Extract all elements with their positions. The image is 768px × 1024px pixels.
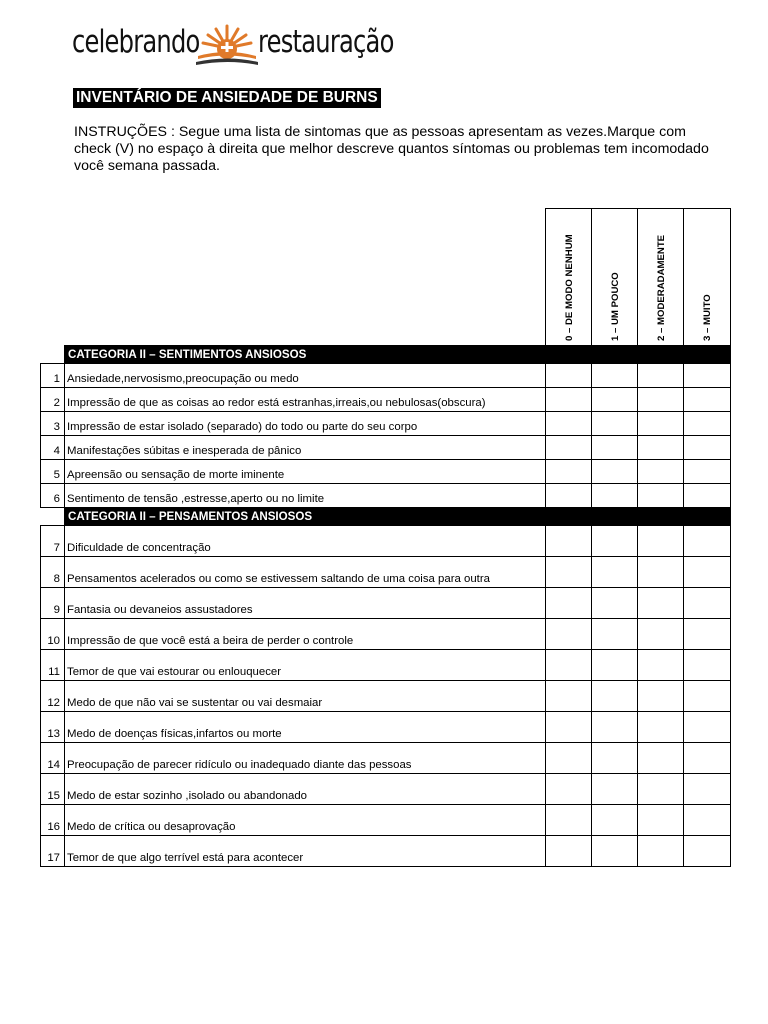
- document-title: INVENTÁRIO DE ANSIEDADE DE BURNS: [73, 88, 381, 108]
- table-row: [41, 388, 731, 412]
- symptom-text: Medo de estar sozinho ,isolado ou abandonado: [65, 774, 546, 805]
- column-header-2: 2 – MODERADAMENTE: [638, 209, 684, 346]
- symptom-text: Ansiedade,nervosismo,preocupação ou medo: [65, 364, 546, 388]
- rating-cell-1[interactable]: [592, 774, 638, 805]
- table-row: [41, 557, 731, 588]
- symptom-text: Temor de que vai estourar ou enlouquecer: [65, 650, 546, 681]
- rating-cell-1[interactable]: [592, 460, 638, 484]
- table-row: [41, 681, 731, 712]
- rating-cell-2[interactable]: [638, 681, 684, 712]
- table-row: [41, 774, 731, 805]
- rating-cell-3[interactable]: [684, 712, 731, 743]
- rating-cell-3[interactable]: [684, 743, 731, 774]
- table-row: [41, 460, 731, 484]
- rating-cell-1[interactable]: [592, 681, 638, 712]
- item-number: 8: [41, 557, 65, 588]
- rating-cell-1[interactable]: [592, 836, 638, 867]
- rating-cell-0[interactable]: [546, 388, 592, 412]
- rating-cell-2[interactable]: [638, 412, 684, 436]
- symptom-text: Apreensão ou sensação de morte iminente: [65, 460, 546, 484]
- item-number: 14: [41, 743, 65, 774]
- item-number: 6: [41, 484, 65, 508]
- item-number: 11: [41, 650, 65, 681]
- rating-cell-0[interactable]: [546, 436, 592, 460]
- rating-cell-3[interactable]: [684, 650, 731, 681]
- rating-cell-3[interactable]: [684, 412, 731, 436]
- rating-cell-1[interactable]: [592, 388, 638, 412]
- symptom-text: Medo de crítica ou desaprovação: [65, 805, 546, 836]
- rating-cell-0[interactable]: [546, 805, 592, 836]
- table-row: [41, 526, 731, 557]
- symptom-text: Preocupação de parecer ridículo ou inadequado diante das pessoas: [65, 743, 546, 774]
- category-label: CATEGORIA II – SENTIMENTOS ANSIOSOS: [65, 346, 731, 364]
- symptom-text: Sentimento de tensão ,estresse,aperto ou no limite: [65, 484, 546, 508]
- item-number: 7: [41, 526, 65, 557]
- rating-cell-1[interactable]: [592, 805, 638, 836]
- rating-cell-1[interactable]: [592, 412, 638, 436]
- rating-cell-0[interactable]: [546, 412, 592, 436]
- rating-cell-1[interactable]: [592, 588, 638, 619]
- symptom-text: Fantasia ou devaneios assustadores: [65, 588, 546, 619]
- rating-cell-1[interactable]: [592, 557, 638, 588]
- table-row: [41, 650, 731, 681]
- rating-cell-3[interactable]: [684, 557, 731, 588]
- table-row: [41, 743, 731, 774]
- item-number: 2: [41, 388, 65, 412]
- rating-cell-0[interactable]: [546, 364, 592, 388]
- rating-cell-1[interactable]: [592, 619, 638, 650]
- rating-cell-1[interactable]: [592, 364, 638, 388]
- item-number: 15: [41, 774, 65, 805]
- rating-cell-0[interactable]: [546, 712, 592, 743]
- item-number: 5: [41, 460, 65, 484]
- symptom-text: Dificuldade de concentração: [65, 526, 546, 557]
- table-row: [41, 412, 731, 436]
- item-number: 3: [41, 412, 65, 436]
- symptom-text: Impressão de que você está a beira de perder o controle: [65, 619, 546, 650]
- rating-cell-3[interactable]: [684, 436, 731, 460]
- logo: [72, 18, 402, 70]
- rating-cell-2[interactable]: [638, 557, 684, 588]
- rating-cell-2[interactable]: [638, 743, 684, 774]
- symptom-text: Manifestações súbitas e inesperada de pânico: [65, 436, 546, 460]
- table-row: [41, 484, 731, 508]
- table-row: [41, 588, 731, 619]
- rating-cell-2[interactable]: [638, 388, 684, 412]
- rating-cell-3[interactable]: [684, 484, 731, 508]
- rating-cell-0[interactable]: [546, 557, 592, 588]
- item-number: 16: [41, 805, 65, 836]
- rating-cell-2[interactable]: [638, 712, 684, 743]
- rating-cell-3[interactable]: [684, 364, 731, 388]
- item-number: 1: [41, 364, 65, 388]
- column-header-3: 3 – MUITO: [684, 209, 731, 346]
- rating-cell-3[interactable]: [684, 588, 731, 619]
- rating-cell-0[interactable]: [546, 588, 592, 619]
- item-number: 4: [41, 436, 65, 460]
- rating-cell-1[interactable]: [592, 484, 638, 508]
- sunrise-logo-icon: [192, 22, 262, 68]
- item-number: 13: [41, 712, 65, 743]
- rating-cell-2[interactable]: [638, 460, 684, 484]
- instructions-text: INSTRUÇÕES : Segue uma lista de sintomas que as pessoas apresentam as vezes.Marque com check (V) no espaço à direita que melhor descreve quantos síntomas ou problemas tem incomodado você semana passada.: [74, 124, 709, 174]
- symptom-text: Temor de que algo terrível está para acontecer: [65, 836, 546, 867]
- rating-cell-2[interactable]: [638, 805, 684, 836]
- rating-cell-0[interactable]: [546, 619, 592, 650]
- table-row: [41, 619, 731, 650]
- rating-cell-3[interactable]: [684, 805, 731, 836]
- symptom-text: Pensamentos acelerados ou como se estivessem saltando de uma coisa para outra: [65, 557, 546, 588]
- rating-cell-0[interactable]: [546, 484, 592, 508]
- rating-cell-2[interactable]: [638, 588, 684, 619]
- column-header-row: [41, 209, 731, 346]
- logo-word-right: restauração: [258, 24, 394, 60]
- table-row: [41, 364, 731, 388]
- rating-cell-0[interactable]: [546, 774, 592, 805]
- rating-cell-1[interactable]: [592, 712, 638, 743]
- column-header-1: 1 – UM POUCO: [592, 209, 638, 346]
- rating-cell-0[interactable]: [546, 836, 592, 867]
- item-number: 10: [41, 619, 65, 650]
- rating-cell-1[interactable]: [592, 436, 638, 460]
- table-row: [41, 836, 731, 867]
- item-number: 17: [41, 836, 65, 867]
- rating-cell-1[interactable]: [592, 743, 638, 774]
- table-row: [41, 712, 731, 743]
- logo-word-left: celebrando: [72, 24, 200, 60]
- rating-cell-0[interactable]: [546, 650, 592, 681]
- rating-cell-0[interactable]: [546, 681, 592, 712]
- rating-cell-3[interactable]: [684, 388, 731, 412]
- symptom-text: Impressão de que as coisas ao redor está estranhas,irreais,ou nebulosas(obscura): [65, 388, 546, 412]
- rating-cell-2[interactable]: [638, 774, 684, 805]
- symptom-text: Medo de que não vai se sustentar ou vai desmaiar: [65, 681, 546, 712]
- rating-cell-3[interactable]: [684, 526, 731, 557]
- rating-cell-2[interactable]: [638, 436, 684, 460]
- table-row: [41, 805, 731, 836]
- rating-cell-2[interactable]: [638, 650, 684, 681]
- category-label: CATEGORIA II – PENSAMENTOS ANSIOSOS: [65, 508, 731, 526]
- rating-cell-3[interactable]: [684, 774, 731, 805]
- rating-cell-0[interactable]: [546, 743, 592, 774]
- rating-cell-1[interactable]: [592, 650, 638, 681]
- rating-cell-2[interactable]: [638, 364, 684, 388]
- category-header-row: [41, 346, 731, 364]
- rating-cell-3[interactable]: [684, 836, 731, 867]
- rating-cell-3[interactable]: [684, 460, 731, 484]
- symptom-text: Impressão de estar isolado (separado) do todo ou parte do seu corpo: [65, 412, 546, 436]
- item-number: 12: [41, 681, 65, 712]
- rating-cell-2[interactable]: [638, 836, 684, 867]
- rating-cell-3[interactable]: [684, 681, 731, 712]
- rating-cell-2[interactable]: [638, 526, 684, 557]
- rating-cell-2[interactable]: [638, 484, 684, 508]
- rating-cell-0[interactable]: [546, 526, 592, 557]
- rating-cell-0[interactable]: [546, 460, 592, 484]
- rating-cell-2[interactable]: [638, 619, 684, 650]
- table-row: [41, 436, 731, 460]
- anxiety-inventory-table: [40, 208, 731, 867]
- symptom-text: Medo de doenças físicas,infartos ou morte: [65, 712, 546, 743]
- column-header-0: 0 – DE MODO NENHUM: [546, 209, 592, 346]
- item-number: 9: [41, 588, 65, 619]
- rating-cell-3[interactable]: [684, 619, 731, 650]
- category-header-row: [41, 508, 731, 526]
- rating-cell-1[interactable]: [592, 526, 638, 557]
